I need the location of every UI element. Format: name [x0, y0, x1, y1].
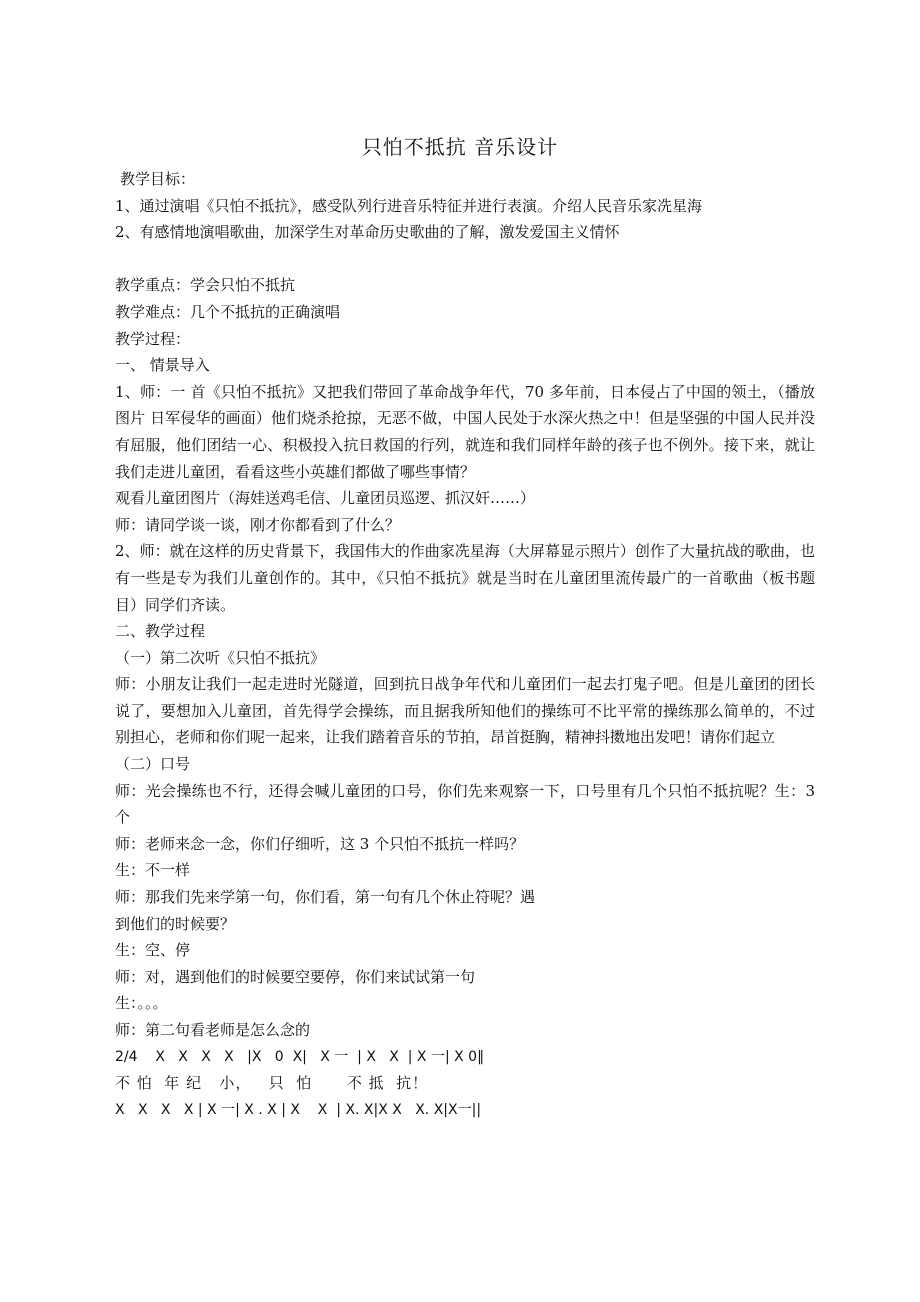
- paragraph-4: 师：光会操练也不行，还得会喊儿童团的口号，你们先来观察一下，口号里有几个只怕不抵抗呢？生：3 个: [115, 781, 815, 827]
- section-1-heading: 一、 情景导入: [115, 356, 210, 375]
- goals-heading: 教学目标：: [120, 170, 196, 188]
- watch-line: 观看儿童团图片（海娃送鸡毛信、儿童团员巡逻、抓汉奸……）: [115, 489, 536, 508]
- document-title: 只怕不抵抗 音乐设计: [361, 135, 559, 159]
- subsection-2-heading: （二）口号: [115, 755, 191, 774]
- ask-line: 师：请同学谈一谈，刚才你都看到了什么？: [115, 515, 401, 534]
- blank-line: [115, 246, 815, 273]
- section-2-heading: 二、教学过程: [115, 622, 206, 641]
- goal-2: 2、有感情地演唱歌曲，加深学生对革命历史歌曲的了解，激发爱国主义情怀: [115, 223, 620, 242]
- goal-1: 1、通过演唱《只怕不抵抗》，感受队列行进音乐特征并进行表演。介绍人民音乐家冼星海: [115, 196, 703, 215]
- dialogue-line-2: 生：不一样: [115, 861, 191, 880]
- rhythm-line-2: X X X X | X 一| X . X | X X | X. X|X X X. X|X一||: [115, 1101, 482, 1118]
- dialogue-line-5: 生：空、停: [115, 941, 191, 960]
- subsection-1-heading: （一）第二次听《只怕不抵抗》: [115, 648, 326, 667]
- process-heading: 教学过程：: [115, 329, 191, 348]
- dialogue-line-4: 到他们的时候要？: [115, 914, 236, 933]
- dialogue-line-8: 师：第二句看老师是怎么念的: [115, 1021, 311, 1039]
- dialogue-line-1: 师：老师来念一念，你们仔细听，这 3 个只怕不抵抗一样吗？: [115, 834, 525, 853]
- dialogue-line-3: 师：那我们先来学第一句，你们看，第一句有几个休止符呢？遇: [115, 888, 536, 907]
- paragraph-1: 1、师：一 首《只怕不抵抗》又把我们带回了革命战争年代，70 多年前，日本侵占了中国的领土，（播放图片 日军侵华的画面）他们烧杀抢掠，无恶不做，中国人民处于水深火热之中！但是坚强的中国人民并没有屈服，他们团结一心、积极投入抗日救国的行列，就连和我们同样年龄的孩子也不例外。接下来，就让我们走进儿童团，看看这些小英雄们都做了哪些事情？: [115, 382, 815, 481]
- rhythm-line-1: 2/4 X X X X |X 0 X| X 一 | X X | X 一| X 0‖: [115, 1048, 485, 1065]
- lyrics-line: 不 怕 年 纪 小， 只 怕 不 抵 抗！: [115, 1074, 429, 1093]
- paragraph-2: 2、师：就在这样的历史背景下，我国伟大的作曲家冼星海（大屏幕显示照片）创作了大量抗战的歌曲，也有一些是专为我们儿童创作的。其中，《只怕不抵抗》就是当时在儿童团里流传最广的一首歌曲（板书题目）同学们齐读。: [115, 542, 815, 614]
- document-body: [115, 166, 815, 1123]
- dialogue-line-7: 生：。。。: [115, 994, 168, 1013]
- key-point: 教学重点：学会只怕不抵抗: [115, 276, 296, 295]
- difficulty: 教学难点：几个不抵抗的正确演唱: [115, 302, 341, 321]
- dialogue-line-6: 师：对，遇到他们的时候要空要停，你们来试试第一句: [115, 967, 476, 986]
- paragraph-3: 师：小朋友让我们一起走进时光隧道，回到抗日战争年代和儿童团们一起去打鬼子吧。但是儿童团的团长说了，要想加入儿童团，首先得学会操练，而且据我所知他们的操练可不比平常的操练那么简单的，不过别担心，老师和你们呢一起来，让我们踏着音乐的节拍，昂首挺胸，精神抖擞地出发吧！请你们起立: [115, 675, 815, 747]
